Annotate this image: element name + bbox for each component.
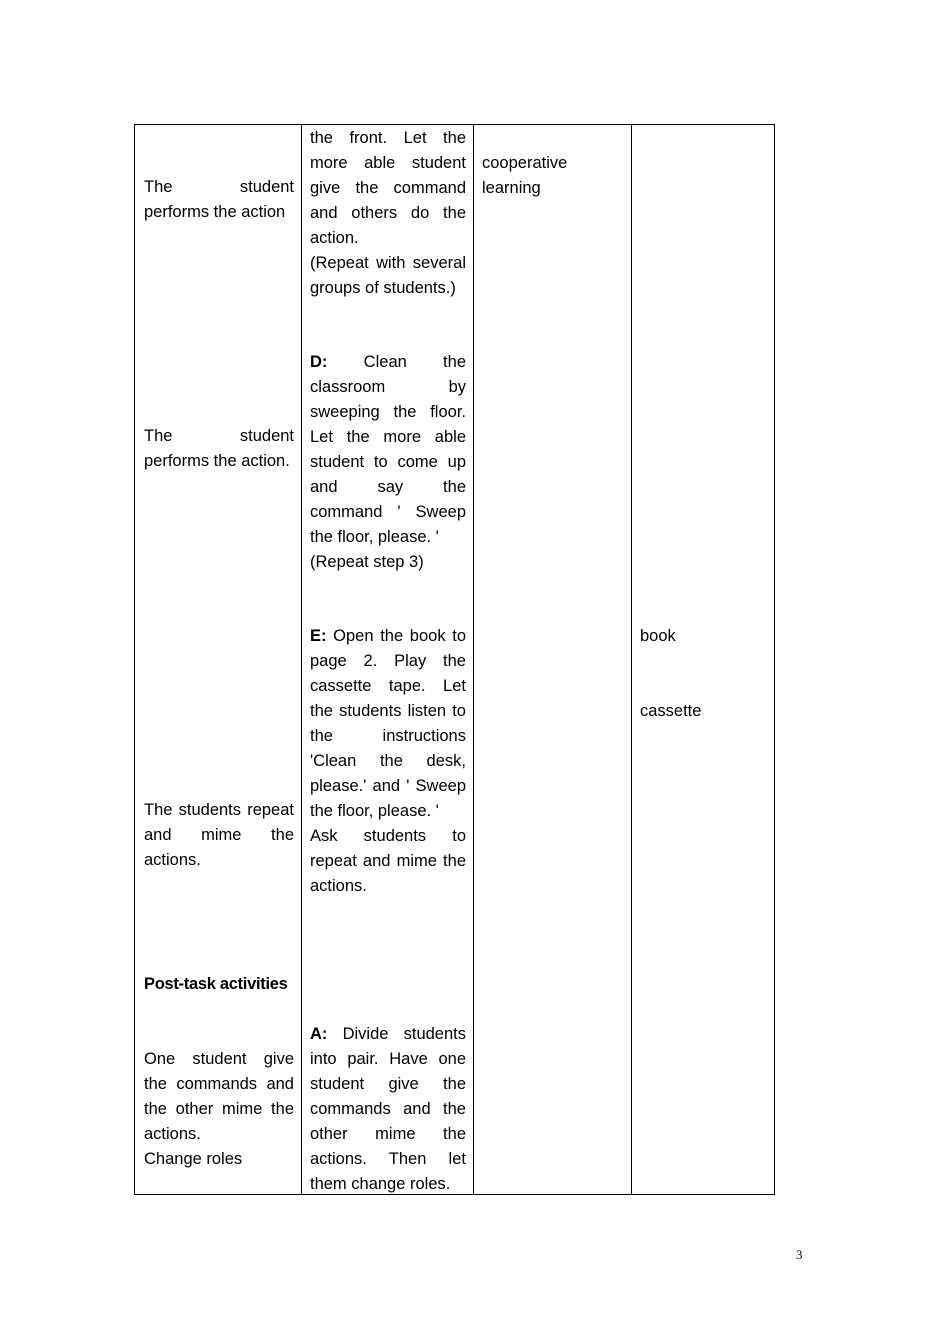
student-action-2: The student performs the action. [144,427,294,470]
step-e-text-2: Ask students to repeat and mime the actions. [310,827,466,895]
step-e-label: E: [310,627,327,645]
continued-note: (Repeat with several groups of students.) [310,254,466,297]
post-task-heading: Post-task activities [144,975,288,993]
resource-book: book [640,627,676,645]
teacher-step-d [302,350,474,575]
column-divider [631,125,632,1194]
teacher-step-continued [302,126,474,301]
student-action-3: The students repeat and mime the actions. [144,801,294,869]
continued-text: the front. Let the more able student give the command and others do the action. [310,129,466,247]
step-d-label: D: [310,353,328,371]
step-e-text: Open the book to page 2. Play the cassette tape. Let the students listen to the instructions 'Clean the desk, please.' and ' Sweep the floor, please. ' [310,627,466,820]
step-d-text: Clean the classroom by sweeping the floor. Let the more able student to come up and say the command ' Sweep the floor, please. ' [310,353,466,546]
step-a-label: A: [310,1025,328,1043]
resource-cassette: cassette [640,702,702,720]
student-action-1: The student performs the action [144,178,294,221]
page-number: 3 [796,1247,803,1262]
lesson-plan-table [134,124,775,1195]
teacher-step-a [302,1022,474,1197]
student-action-4 [136,1047,302,1172]
method-cooperative-learning: cooperative learning [482,154,568,197]
step-d-note: (Repeat step 3) [310,553,424,571]
change-roles-text: Change roles [144,1150,243,1168]
step-a-text: Divide students into pair. Have one student give the commands and the other mime the actions. Then let them change roles. [310,1025,466,1193]
teacher-step-e [302,624,474,899]
one-student-text: One student give the commands and the other mime the actions. [144,1050,294,1143]
